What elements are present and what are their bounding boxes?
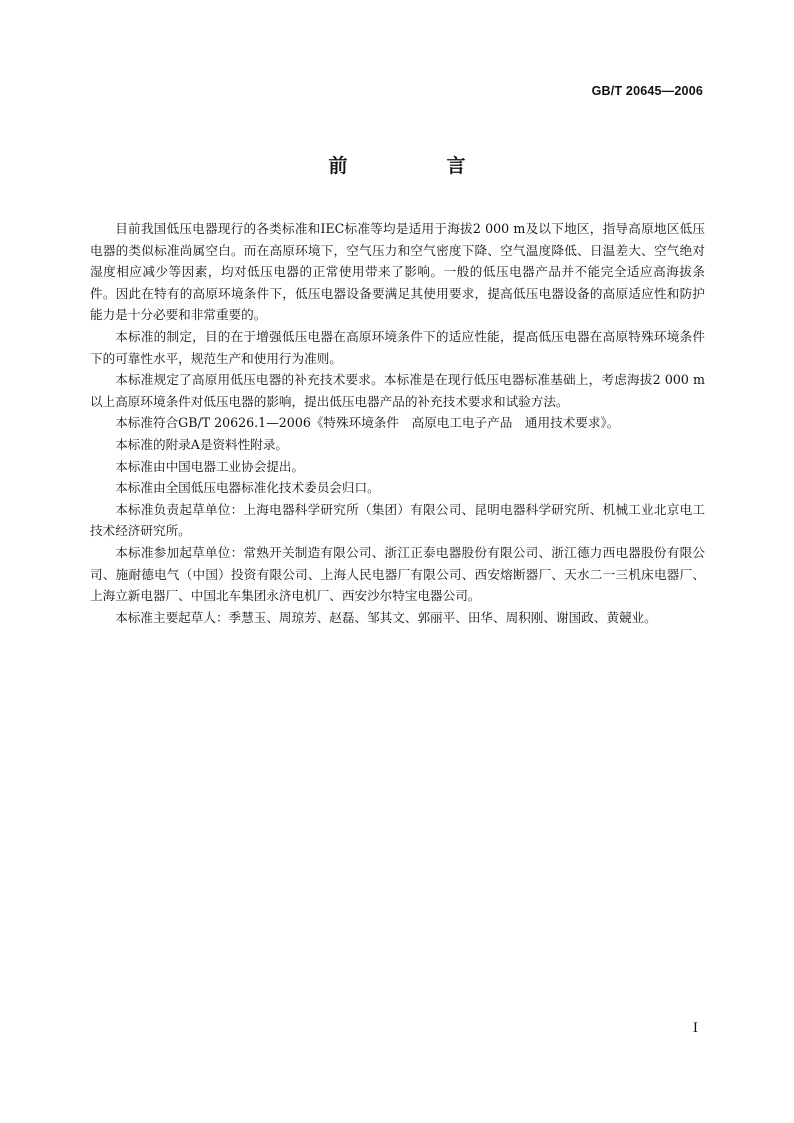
paragraph-proposer: 本标准由中国电器工业协会提出。: [115, 458, 305, 474]
paragraph-purpose: 本标准的制定，目的在于增强低压电器在高原环境条件下的适应性能，提高低压电器在高原特殊环境条件下的可靠性水平，规范生产和使用行为准则。: [90, 328, 705, 366]
paragraph-background: 目前我国低压电器现行的各类标准和IEC标准等均是适用于海拔2 000 m及以下地区，指导高原地区低压电器的类似标准尚属空白。而在高原环境下，空气压力和空气密度下降、空气温度降低、日温差大、空气绝对湿度相应减少等因素，均对低压电器的正常使用带来了影响。一般的低压电器产品并不能完全适应高海拔条件。因此在特有的高原环境条件下，低压电器设备要满足其使用要求，提高低压电器设备的高原适应性和防护能力是十分必要和非常重要的。: [90, 221, 705, 323]
paragraph-scope: 本标准规定了高原用低压电器的补充技术要求。本标准是在现行低压电器标准基础上，考虑海拔2 000 m以上高原环境条件对低压电器的影响，提出低压电器产品的补充技术要求和试验方法。: [90, 372, 705, 409]
paragraph-conformity: 本标准符合GB/T 20626.1—2006《特殊环境条件 高原电工电子产品 通用技术要求》。: [115, 415, 620, 431]
paragraph-main-drafters: 本标准主要起草人：季慧玉、周琼芳、赵磊、邹其文、郭丽平、田华、周积刚、谢国政、黄競业。: [115, 609, 657, 625]
page-title: 前 言: [328, 155, 506, 177]
foreword-body: [90, 218, 705, 628]
standard-code: GB/T 20645—2006: [591, 84, 703, 98]
paragraph-participating-drafters: 本标准参加起草单位：常熟开关制造有限公司、浙江正泰电器股份有限公司、浙江德力西电器股份有限公司、施耐德电气（中国）投资有限公司、上海人民电器厂有限公司、西安熔断器厂、天水二一三机床电器厂、上海立新电器厂、中国北车集团永济电机厂、西安沙尔特宝电器公司。: [90, 544, 705, 604]
paragraph-responsible-drafters: 本标准负责起草单位：上海电器科学研究所（集团）有限公司、昆明电器科学研究所、机械工业北京电工技术经济研究所。: [90, 501, 705, 539]
paragraph-annex: 本标准的附录A是资料性附录。: [115, 436, 289, 452]
paragraph-committee: 本标准由全国低压电器标准化技术委员会归口。: [115, 480, 380, 496]
page-number: I: [692, 1021, 698, 1036]
